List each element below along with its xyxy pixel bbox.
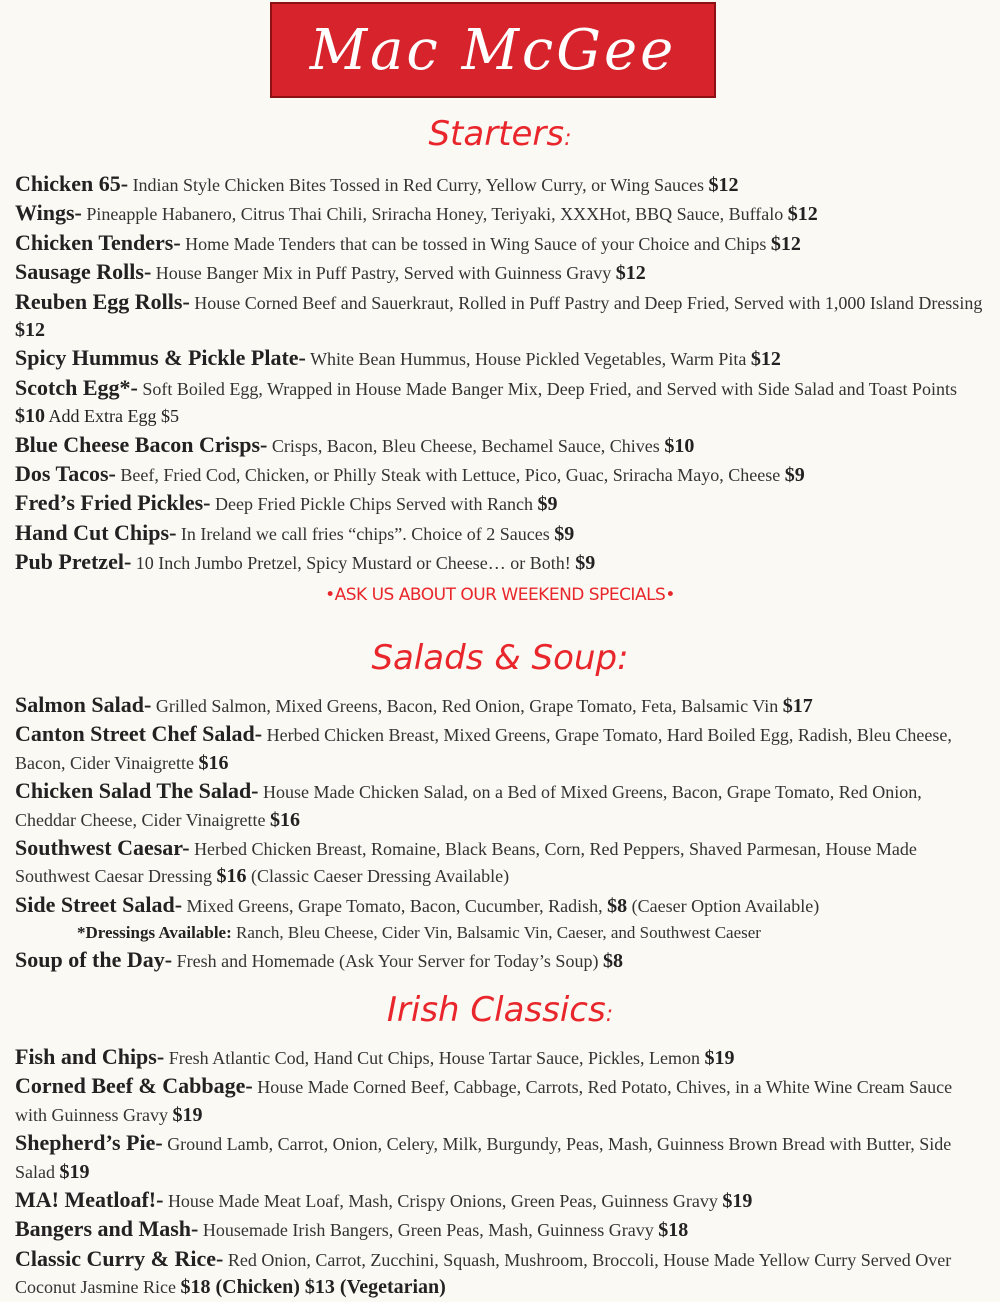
menu-item xyxy=(15,720,985,777)
menu-item xyxy=(15,489,985,518)
section-title-irish-classics: Irish Classics: xyxy=(386,990,614,1030)
menu-item xyxy=(15,891,985,920)
item-price: $8 xyxy=(607,894,628,917)
section-title-salads: Salads & Soup: xyxy=(371,638,629,678)
item-price: $18 xyxy=(658,1219,689,1242)
item-description: Red Onion, Carrot, Zucchini, Squash, Mushroom, Broccoli, House Made Yellow Curry Served Over Coconut Jasmine Rice xyxy=(15,1249,952,1298)
item-price: $16 xyxy=(198,751,229,774)
menu-item xyxy=(15,519,985,548)
item-description: Soft Boiled Egg, Wrapped in House Made Banger Mix, Deep Fried, and Served with Side Salad and Toast Points xyxy=(142,378,958,399)
item-price: $9 xyxy=(537,493,558,516)
menu-item xyxy=(15,1245,985,1302)
item-description: House Made Chicken Salad, on a Bed of Mixed Greens, Bacon, Grape Tomato, Red Onion, Cheddar Cheese, Cider Vinaigrette xyxy=(15,782,922,830)
menu-item xyxy=(15,170,985,199)
item-price: $12 xyxy=(787,203,818,226)
menu-item xyxy=(15,946,985,975)
item-description: In Ireland we call fries “chips”. Choice of 2 Sauces xyxy=(180,523,550,544)
item-name: Bangers and Mash- xyxy=(15,1216,199,1242)
item-name: Hand Cut Chips- xyxy=(15,519,177,545)
item-price: $9 xyxy=(575,552,596,575)
item-description: House Made Meat Loaf, Mash, Crispy Onions, Green Peas, Guinness Gravy xyxy=(167,1191,718,1212)
item-description: Herbed Chicken Breast, Romaine, Black Beans, Corn, Red Peppers, Shaved Parmesan, House Made Southwest Caesar Dressing xyxy=(15,839,917,887)
item-name: Soup of the Day- xyxy=(15,947,173,973)
item-name: Blue Cheese Bacon Crisps- xyxy=(15,431,268,457)
menu-item xyxy=(15,288,985,345)
starters-list xyxy=(15,170,985,578)
section-title-text: Irish Classics xyxy=(386,990,606,1030)
item-name: Fred’s Fried Pickles- xyxy=(15,490,211,516)
item-price: $17 xyxy=(782,695,813,717)
item-description: Grilled Salmon, Mixed Greens, Bacon, Red Onion, Grape Tomato, Feta, Balsamic Vin xyxy=(155,696,779,716)
item-description: 10 Inch Jumbo Pretzel, Spicy Mustard or Cheese… or Both! xyxy=(135,553,571,574)
menu-item xyxy=(15,1129,985,1186)
item-price: $16 xyxy=(216,865,247,888)
item-description: House Corned Beef and Sauerkraut, Rolled in Puff Pastry and Deep Fried, Served with 1,000 Island Dressing xyxy=(194,292,983,313)
menu-item xyxy=(15,1072,985,1129)
item-name: Reuben Egg Rolls- xyxy=(15,288,190,314)
item-description: Housemade Irish Bangers, Green Peas, Mash, Guinness Gravy xyxy=(202,1220,654,1241)
item-price: $9 xyxy=(784,464,805,487)
item-price: $18 (Chicken) $13 (Vegetarian) xyxy=(180,1276,446,1299)
menu-item xyxy=(15,431,985,460)
menu-item xyxy=(15,1215,985,1244)
item-description: Deep Fried Pickle Chips Served with Ranch xyxy=(215,494,533,515)
item-name: Corned Beef & Cabbage- xyxy=(15,1073,253,1099)
item-description: Fresh Atlantic Cod, Hand Cut Chips, House Tartar Sauce, Pickles, Lemon xyxy=(168,1048,701,1068)
item-description: Ground Lamb, Carrot, Onion, Celery, Milk, Burgundy, Peas, Mash, Guinness Brown Bread with Butter, Side Salad xyxy=(15,1134,952,1182)
item-price: $9 xyxy=(554,522,575,545)
section-title-starters: Starters: xyxy=(428,114,572,154)
item-name: Chicken 65- xyxy=(15,171,129,196)
menu-item xyxy=(15,777,985,834)
item-description: House Made Corned Beef, Cabbage, Carrots, Red Potato, Chives, in a White Wine Cream Sauce with Guinness Gravy xyxy=(15,1077,953,1125)
menu-item xyxy=(15,1186,985,1215)
item-note: (Classic Caeser Dressing Available) xyxy=(250,866,510,887)
item-price: $19 xyxy=(704,1047,735,1069)
menu-item xyxy=(15,691,985,720)
item-description: House Banger Mix in Puff Pastry, Served with Guinness Gravy xyxy=(155,263,612,284)
dressings-note xyxy=(15,920,985,946)
item-description: Indian Style Chicken Bites Tossed in Red Curry, Yellow Curry, or Wing Sauces xyxy=(132,175,705,195)
irish-classics-list xyxy=(15,1043,985,1302)
item-description: Herbed Chicken Breast, Mixed Greens, Grape Tomato, Hard Boiled Egg, Radish, Bleu Cheese, Bacon, Cider Vinaigrette xyxy=(15,725,952,773)
menu-item xyxy=(15,374,985,431)
item-name: Scotch Egg*- xyxy=(15,374,138,400)
item-name: Southwest Caesar- xyxy=(15,835,190,861)
item-description: White Bean Hummus, House Pickled Vegetables, Warm Pita xyxy=(310,349,747,370)
menu-item xyxy=(15,460,985,489)
item-price: $8 xyxy=(602,950,623,973)
menu-item xyxy=(15,258,985,287)
menu-item xyxy=(15,1043,985,1072)
item-name: Classic Curry & Rice- xyxy=(15,1245,224,1271)
menu-item xyxy=(15,344,985,373)
item-price: $12 xyxy=(770,232,801,255)
item-note: (Caeser Option Available) xyxy=(631,895,820,916)
dressings-label: *Dressings Available: xyxy=(77,923,232,943)
menu-item xyxy=(15,229,985,258)
item-name: Shepherd’s Pie- xyxy=(15,1130,163,1156)
item-name: Spicy Hummus & Pickle Plate- xyxy=(15,345,306,371)
item-price: $12 xyxy=(750,348,781,371)
item-description: Beef, Fried Cod, Chicken, or Philly Steak with Lettuce, Pico, Guac, Sriracha Mayo, Cheese xyxy=(120,465,781,486)
item-name: Fish and Chips- xyxy=(15,1044,165,1069)
restaurant-name: Mac McGee xyxy=(309,17,677,83)
menu-item xyxy=(15,199,985,228)
item-price: $10 xyxy=(15,405,45,428)
item-name: Chicken Salad The Salad- xyxy=(15,778,259,804)
item-price: $16 xyxy=(270,808,301,831)
restaurant-logo xyxy=(270,2,716,98)
item-name: Canton Street Chef Salad- xyxy=(15,721,263,747)
item-name: Sausage Rolls- xyxy=(15,259,152,285)
item-price: $10 xyxy=(664,434,695,457)
item-extra-option: Add Extra Egg $5 xyxy=(48,406,179,427)
item-price: $19 xyxy=(722,1190,753,1213)
item-price: $19 xyxy=(172,1103,203,1126)
item-name: Chicken Tenders- xyxy=(15,229,181,255)
item-price: $19 xyxy=(59,1160,90,1183)
section-title-text: Salads & Soup xyxy=(371,638,618,678)
item-name: Pub Pretzel- xyxy=(15,549,132,575)
item-price: $12 xyxy=(708,174,739,196)
item-description: Crisps, Bacon, Bleu Cheese, Bechamel Sauce, Chives xyxy=(271,435,660,456)
item-description: Home Made Tenders that can be tossed in Wing Sauce of your Choice and Chips xyxy=(185,233,767,254)
dressings-list: Ranch, Bleu Cheese, Cider Vin, Balsamic Vin, Caeser, and Southwest Caeser xyxy=(236,923,761,943)
weekend-specials-notice: •ASK US ABOUT OUR WEEKEND SPECIALS• xyxy=(325,585,675,605)
item-price: $12 xyxy=(615,262,646,285)
salads-list xyxy=(15,691,985,976)
item-name: MA! Meatloaf!- xyxy=(15,1187,164,1213)
item-price: $12 xyxy=(15,319,45,342)
item-name: Dos Tacos- xyxy=(15,461,116,487)
item-name: Side Street Salad- xyxy=(15,891,183,917)
menu-item xyxy=(15,548,985,577)
menu-item xyxy=(15,834,985,891)
section-title-text: Starters xyxy=(428,114,565,154)
item-description: Pineapple Habanero, Citrus Thai Chili, Sriracha Honey, Teriyaki, XXXHot, BBQ Sauce, Buffalo xyxy=(86,204,784,225)
item-description: Fresh and Homemade (Ask Your Server for Today’s Soup) xyxy=(176,951,599,972)
item-name: Wings- xyxy=(15,200,82,226)
item-name: Salmon Salad- xyxy=(15,692,152,717)
item-description: Mixed Greens, Grape Tomato, Bacon, Cucumber, Radish, xyxy=(186,895,603,916)
